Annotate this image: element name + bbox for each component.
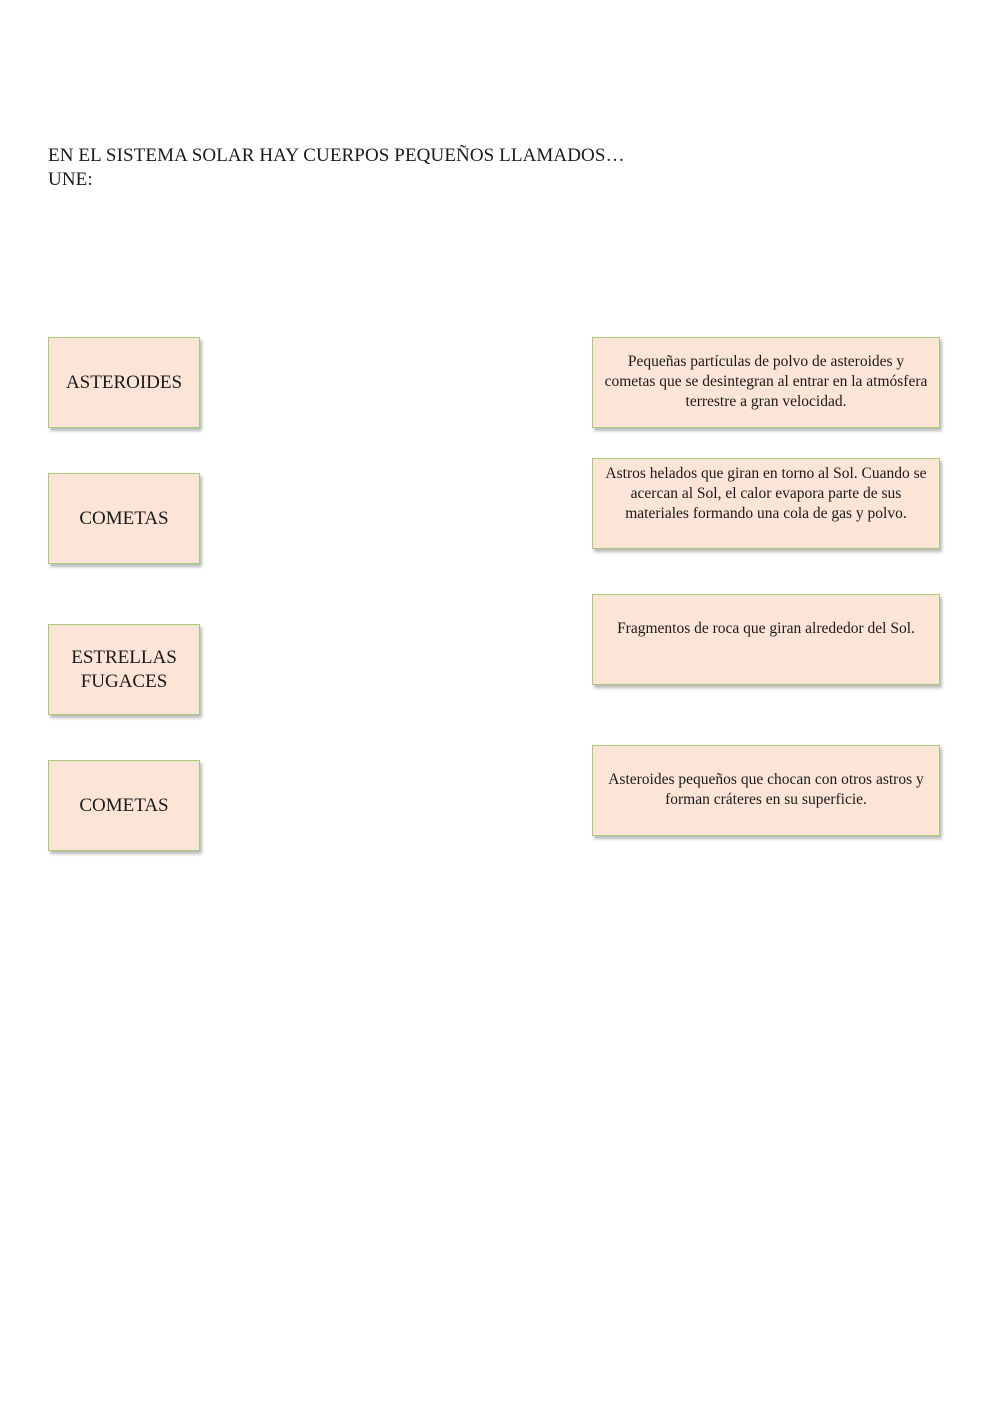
definition-text: Fragmentos de roca que giran alrededor del Sol. [617, 620, 915, 637]
term-box-estrellas-fugaces[interactable] [48, 624, 200, 715]
heading-title: EN EL SISTEMA SOLAR HAY CUERPOS PEQUEÑOS LLAMADOS… [48, 145, 625, 166]
worksheet-heading [48, 144, 625, 192]
definition-text: Astros helados que giran en torno al Sol. Cuando se acercan al Sol, el calor evapora parte de sus materiales formando una cola de gas y polvo. [605, 465, 927, 522]
definition-box-1[interactable] [592, 337, 940, 428]
definition-box-4[interactable] [592, 745, 940, 836]
term-label: ESTRELLAS FUGACES [71, 646, 177, 692]
definition-box-3[interactable] [592, 594, 940, 685]
term-box-cometas-2[interactable] [48, 760, 200, 851]
definition-text: Pequeñas partículas de polvo de asteroides y cometas que se desintegran al entrar en la atmósfera terrestre a gran velocidad. [604, 353, 928, 410]
term-label: COMETAS [79, 794, 169, 816]
definition-box-2[interactable] [592, 458, 940, 549]
term-box-cometas[interactable] [48, 473, 200, 564]
term-label: COMETAS [79, 507, 169, 529]
heading-instruction: UNE: [48, 169, 93, 190]
term-label: ASTEROIDES [65, 371, 183, 393]
term-box-asteroides[interactable] [48, 337, 200, 428]
definition-text: Asteroides pequeños que chocan con otros astros y forman cráteres en su superficie. [608, 771, 924, 808]
